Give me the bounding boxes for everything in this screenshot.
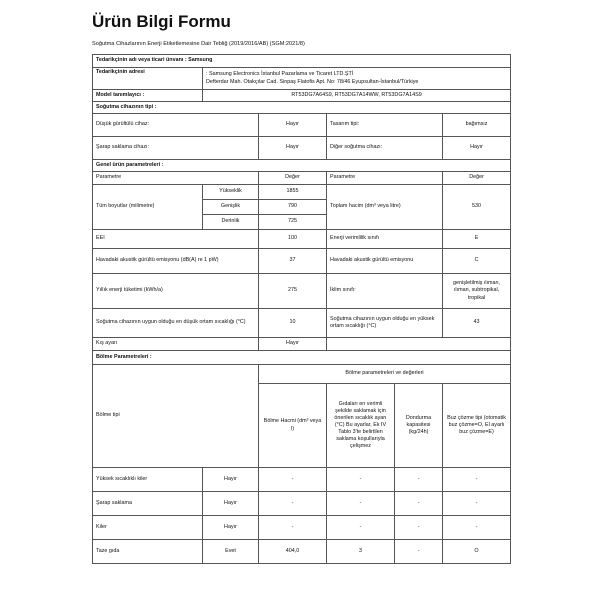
compartment-present: Hayır: [203, 468, 259, 492]
appliance-type-heading: Soğutma cihazının tipi :: [93, 102, 511, 114]
empty-cell: [327, 338, 511, 351]
defrost-type-header: Buz çözme tipi (otomatik buz çözme=O, El ayarlı buz çözme=E): [443, 384, 511, 468]
recommended-temp-header: Gıdaları en verimli şekilde saklamak için önerilen sıcaklık ayarı (°C) Bu ayarlar, Ek IV Tablo 3'te belirtilen saklama koşullarıyla çelişmez: [327, 384, 395, 468]
value-column-header: Değer: [259, 172, 327, 185]
compartment-volume-header: Bölme Hacmi (dm³ veya l): [259, 384, 327, 468]
noise-class-label: Havadaki akustik gürültü emisyonu: [327, 249, 443, 274]
param-column-header: Parametre: [327, 172, 443, 185]
table-row: [93, 468, 511, 492]
annual-energy-value: 275: [259, 274, 327, 309]
compartment-name: Kiler: [93, 516, 203, 540]
compartment-defrost: -: [443, 492, 511, 516]
compartment-temp: -: [327, 492, 395, 516]
compartment-present: Evet: [203, 540, 259, 564]
noise-class-value: C: [443, 249, 511, 274]
eei-label: EEI: [93, 230, 259, 249]
other-appliance-label: Diğer soğutma cihazı:: [327, 137, 443, 160]
compartment-freezing: -: [395, 516, 443, 540]
climate-class-label: İklim sınıfı:: [327, 274, 443, 309]
compartment-freezing: -: [395, 492, 443, 516]
supplier-address-line: Defterdar Mah. Otakçılar Cad. Sinpaş Flatofis Apt. No: 78/46 Eyupsultan-İstanbul/Türkiye: [206, 78, 419, 85]
width-value: 790: [259, 200, 327, 215]
height-label: Yükseklik: [203, 185, 259, 200]
climate-class-value: genişletilmiş ılıman, ılıman, subtropikal, tropikal: [443, 274, 511, 309]
compartment-name: Yüksek sıcaklıklı kiler: [93, 468, 203, 492]
wine-storage-value: Hayır: [259, 137, 327, 160]
table-row: [93, 137, 511, 160]
min-ambient-temp-label: Soğutma cihazının uygun olduğu en düşük ortam sıcaklığı (°C): [93, 309, 259, 338]
eei-value: 100: [259, 230, 327, 249]
product-info-table: [92, 54, 511, 564]
energy-class-label: Enerji verimlilik sınıfı: [327, 230, 443, 249]
noise-emission-value: 37: [259, 249, 327, 274]
table-row: [93, 492, 511, 516]
width-label: Genişlik: [203, 200, 259, 215]
table-row: [93, 516, 511, 540]
compartment-temp: 3: [327, 540, 395, 564]
annual-energy-label: Yıllık enerji tüketimi (kWh/a): [93, 274, 259, 309]
compartment-temp: -: [327, 468, 395, 492]
compartment-present: Hayır: [203, 492, 259, 516]
energy-class-value: E: [443, 230, 511, 249]
wine-storage-label: Şarap saklama cihazı:: [93, 137, 259, 160]
total-volume-value: 530: [443, 185, 511, 230]
winter-setting-label: Kış ayarı: [93, 338, 259, 351]
compartment-defrost: O: [443, 540, 511, 564]
compartment-name: Şarap saklama: [93, 492, 203, 516]
max-ambient-temp-value: 43: [443, 309, 511, 338]
min-ambient-temp-value: 10: [259, 309, 327, 338]
winter-setting-value: Hayır: [259, 338, 327, 351]
compartment-params-heading: Bölme Parametreleri :: [93, 351, 511, 365]
other-appliance-value: Hayır: [443, 137, 511, 160]
model-label: Model tanımlayıcı :: [93, 90, 203, 102]
compartment-volume: -: [259, 492, 327, 516]
design-type-value: bağımsız: [443, 114, 511, 137]
noise-emission-label: Havadaki akustik gürültü emisyonu (dB(A) re 1 pW): [93, 249, 259, 274]
general-params-heading: Genel ürün parametreleri :: [93, 160, 511, 172]
total-volume-label: Toplam hacim (dm³ veya litre): [327, 185, 443, 230]
page-title: Ürün Bilgi Formu: [92, 12, 231, 31]
dimensions-label: Tüm boyutlar (milimetre): [93, 185, 203, 230]
param-column-header: Parametre: [93, 172, 259, 185]
value-column-header: Değer: [443, 172, 511, 185]
compartment-name: Taze gıda: [93, 540, 203, 564]
supplier-address-line: : Samsung Electronics İstanbul Pazarlama ve Ticaret LTD.ŞTİ: [206, 71, 354, 78]
compartment-defrost: -: [443, 516, 511, 540]
compartment-freezing: -: [395, 540, 443, 564]
max-ambient-temp-label: Soğutma cihazının uygun olduğu en yüksek ortam sıcaklığı (°C): [327, 309, 443, 338]
low-noise-value: Hayır: [259, 114, 327, 137]
regulation-subtitle: Soğutma Cihazlarının Enerji Etiketlemesine Dair Tebliğ (2019/2016/AB) (SGM:2021/8): [92, 41, 305, 47]
design-type-label: Tasarım tipi:: [327, 114, 443, 137]
depth-label: Derinlik: [203, 215, 259, 230]
compartment-params-header: Bölme parametreleri ve değerleri: [259, 365, 511, 384]
freezing-capacity-header: Dondurma kapasitesi (kg/24h): [395, 384, 443, 468]
table-row: [93, 114, 511, 137]
supplier-name: Tedarikçinin adı veya ticari ünvanı : Samsung: [93, 55, 511, 68]
compartment-volume: -: [259, 468, 327, 492]
compartment-defrost: -: [443, 468, 511, 492]
compartment-type-header: Bölme tipi: [93, 365, 259, 468]
low-noise-label: Düşük gürültülü cihaz:: [93, 114, 259, 137]
compartment-volume: -: [259, 516, 327, 540]
compartment-temp: -: [327, 516, 395, 540]
supplier-address-label: Tedarikçinin adresi: [93, 68, 203, 90]
compartment-freezing: -: [395, 468, 443, 492]
compartment-present: Hayır: [203, 516, 259, 540]
supplier-address-value: [203, 68, 511, 90]
table-row: [93, 540, 511, 564]
model-value: RT53DG7A64S9, RT53DG7A14WW, RT53DG7A14S9: [203, 90, 511, 102]
depth-value: 725: [259, 215, 327, 230]
compartment-volume: 404,0: [259, 540, 327, 564]
height-value: 1855: [259, 185, 327, 200]
